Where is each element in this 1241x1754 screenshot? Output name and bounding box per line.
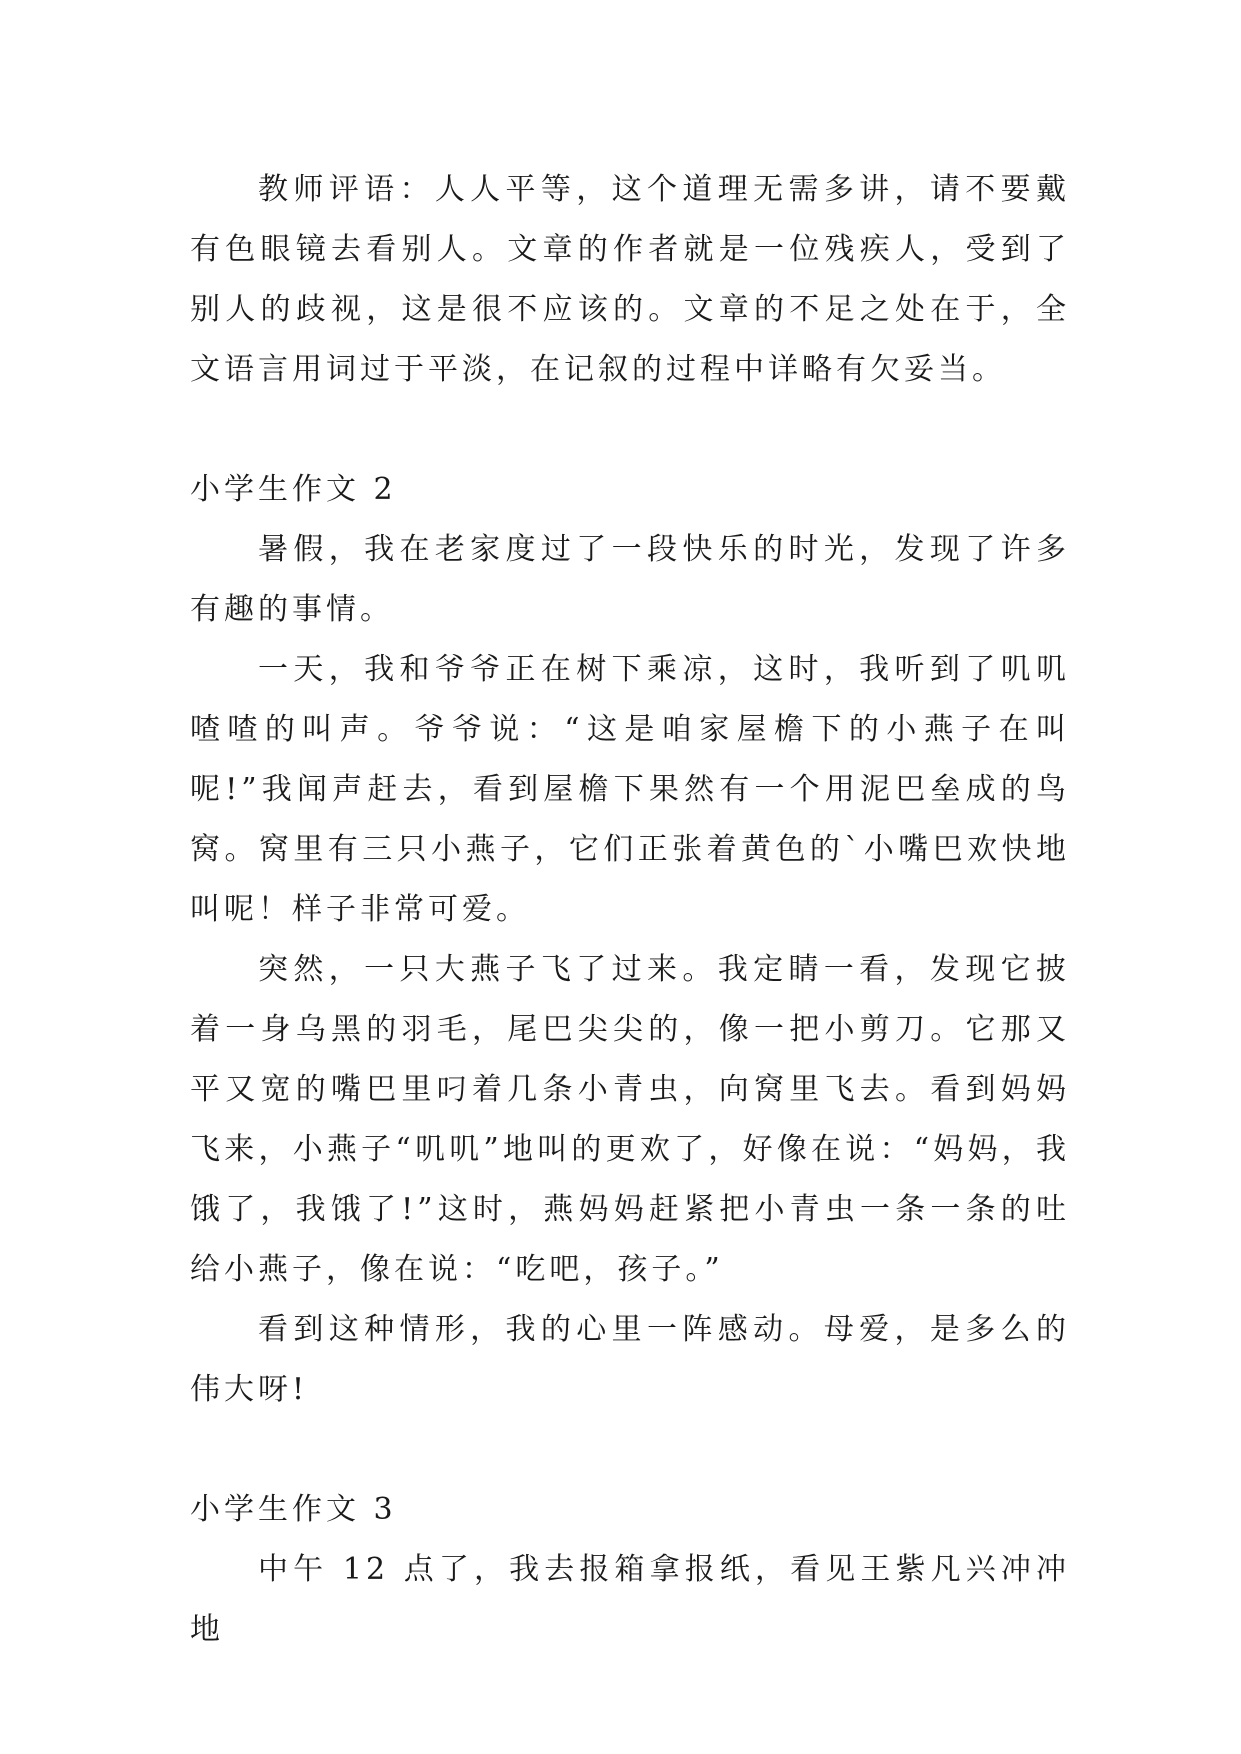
essay-3-paragraph: 中午 12 点了，我去报箱拿报纸，看见王紫凡兴冲冲地 <box>190 1552 1070 1647</box>
essay-2-title: 小学生作文 2 <box>190 472 397 507</box>
essay-2-paragraph: 暑假，我在老家度过了一段快乐的时光，发现了许多有趣的事情。 <box>190 532 1070 627</box>
section-gap <box>190 400 1070 460</box>
essay-2-paragraph: 一天，我和爷爷正在树下乘凉，这时，我听到了叽叽喳喳的叫声。爷爷说：“这是咱家屋檐下的小燕子在叫呢!”我闻声赶去，看到屋檐下果然有一个用泥巴垒成的鸟窝。窝里有三只小燕子，它们正张着黄色的`小嘴巴欢快地叫呢！样子非常可爱。 <box>190 652 1070 927</box>
teacher-comment: 教师评语：人人平等，这个道理无需多讲，请不要戴有色眼镜去看别人。文章的作者就是一位残疾人，受到了别人的歧视，这是很不应该的。文章的不足之处在于，全文语言用词过于平淡，在记叙的过程中详略有欠妥当。 <box>190 172 1070 387</box>
essay-3-title: 小学生作文 3 <box>190 1492 397 1527</box>
document-page <box>190 160 1070 1660</box>
essay-2-paragraph: 突然，一只大燕子飞了过来。我定睛一看，发现它披着一身乌黑的羽毛，尾巴尖尖的，像一把小剪刀。它那又平又宽的嘴巴里叼着几条小青虫，向窝里飞去。看到妈妈飞来，小燕子“叽叽”地叫的更欢了，好像在说：“妈妈，我饿了，我饿了!”这时，燕妈妈赶紧把小青虫一条一条的吐给小燕子，像在说：“吃吧，孩子。” <box>190 952 1070 1287</box>
section-gap <box>190 1420 1070 1480</box>
essay-2-paragraph: 看到这种情形，我的心里一阵感动。母爱，是多么的伟大呀! <box>190 1312 1070 1407</box>
